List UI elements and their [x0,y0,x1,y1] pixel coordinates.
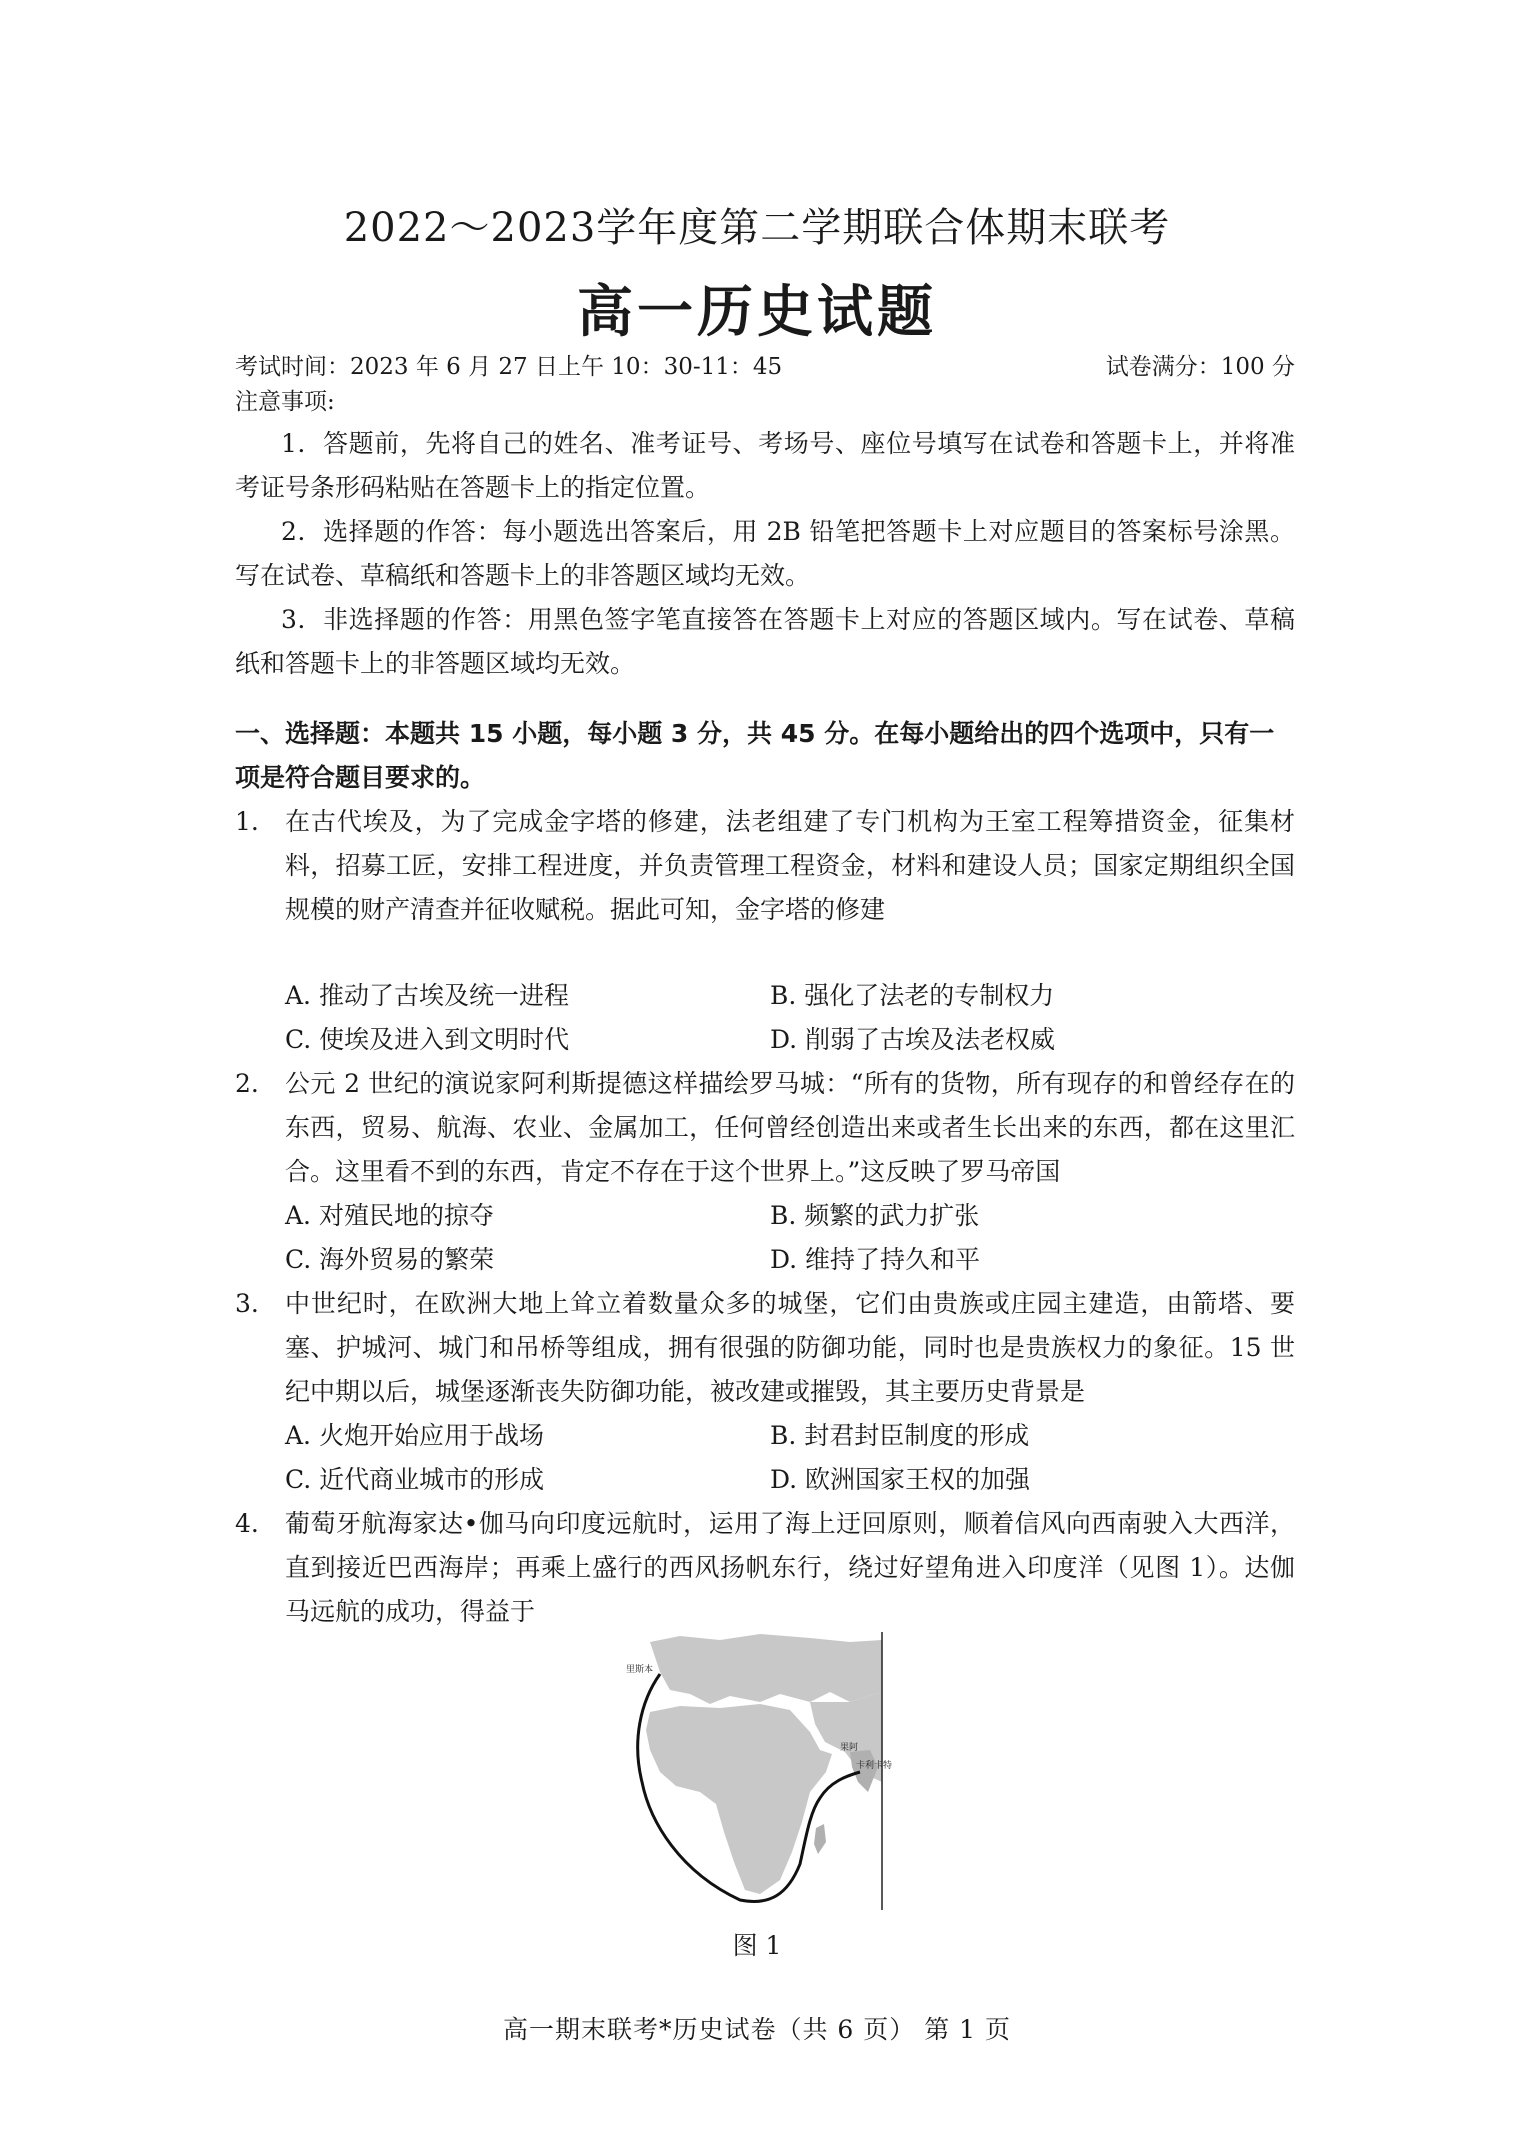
question-number: 3. [235,1289,259,1318]
notice-item-1: 1．答题前，先将自己的姓名、准考证号、考场号、座位号填写在试卷和答题卡上，并将准考证号条形码粘贴在答题卡上的指定位置。 [235,429,1295,502]
exam-title-subject: 高一历史试题 [577,280,937,345]
question-stem: 葡萄牙航海家达•伽马向印度远航时，运用了海上迂回原则，顺着信风向西南驶入大西洋，直到接近巴西海岸；再乘上盛行的西风扬帆东行，绕过好望角进入印度洋（见图 1）。达伽马远航的成功，得益于 [285,1509,1295,1626]
option-c: C. 海外贸易的繁荣 [285,1245,495,1274]
option-a: A. 推动了古埃及统一进程 [285,981,569,1010]
question-number: 4. [235,1509,259,1538]
option-d: D. 维持了持久和平 [770,1245,981,1274]
question-2 [235,1062,1295,1194]
question-1 [235,800,1295,932]
option-d: D. 欧洲国家王权的加强 [770,1465,1031,1494]
option-c: C. 近代商业城市的形成 [285,1465,545,1494]
figure-caption: 图 1 [732,1931,782,1960]
question-4 [235,1502,1295,1634]
option-a: A. 对殖民地的掠夺 [285,1201,494,1230]
notice-heading: 注意事项: [235,389,335,415]
question-2-options [285,1194,1295,1282]
map-label-goa: 果阿 [840,1743,859,1753]
notice-item-2: 2．选择题的作答：每小题选出答案后，用 2B 铅笔把答题卡上对应题目的答案标号涂黑。写在试卷、草稿纸和答题卡上的非答题区域均无效。 [235,517,1295,590]
voyage-route-map [620,1632,910,1910]
option-c: C. 使埃及进入到文明时代 [285,1025,570,1054]
option-d: D. 削弱了古埃及法老权威 [770,1025,1056,1054]
question-stem: 公元 2 世纪的演说家阿利斯提德这样描绘罗马城：“所有的货物，所有现存的和曾经存在的东西，贸易、航海、农业、金属加工，任何曾经创造出来或者生长出来的东西，都在这里汇合。这里看不到的东西，肯定不存在于这个世界上。”这反映了罗马帝国 [285,1069,1295,1186]
map-label-calicut: 卡利卡特 [856,1761,893,1771]
option-a: A. 火炮开始应用于战场 [285,1421,544,1450]
map-label-lisbon: 里斯本 [626,1665,654,1675]
question-3-options [285,1414,1295,1502]
question-3 [235,1282,1295,1414]
question-number: 1. [235,807,259,836]
option-b: B. 强化了法老的专制权力 [770,981,1055,1010]
exam-time: 考试时间：2023 年 6 月 27 日上午 10：30-11：45 [235,354,783,380]
exam-title-line1: 2022～2023学年度第二学期联合体期末联考 [343,205,1171,251]
question-stem: 中世纪时，在欧洲大地上耸立着数量众多的城堡，它们由贵族或庄园主建造，由箭塔、要塞、护城河、城门和吊桥等组成，拥有很强的防御功能，同时也是贵族权力的象征。15 世纪中期以后，城堡逐渐丧失防御功能，被改建或摧毁，其主要历史背景是 [285,1289,1295,1406]
notice-item-3: 3．非选择题的作答：用黑色签字笔直接答在答题卡上对应的答题区域内。写在试卷、草稿纸和答题卡上的非答题区域均无效。 [235,605,1295,678]
question-1-options [285,974,1295,1062]
question-stem: 在古代埃及，为了完成金字塔的修建，法老组建了专门机构为王室工程筹措资金，征集材料，招募工匠，安排工程进度，并负责管理工程资金，材料和建设人员；国家定期组织全国规模的财产清查并征收赋税。据此可知，金字塔的修建 [285,807,1295,924]
option-b: B. 频繁的武力扩张 [770,1201,980,1230]
exam-meta [235,348,1295,381]
full-score: 试卷满分：100 分 [1105,354,1295,380]
question-number: 2. [235,1069,259,1098]
page-footer: 高一期末联考*历史试卷（共 6 页） 第 1 页 [502,2015,1012,2044]
section-heading: 一、选择题：本题共 15 小题，每小题 3 分，共 45 分。在每小题给出的四个选项中，只有一项是符合题目要求的。 [235,719,1275,792]
option-b: B. 封君封臣制度的形成 [770,1421,1030,1450]
